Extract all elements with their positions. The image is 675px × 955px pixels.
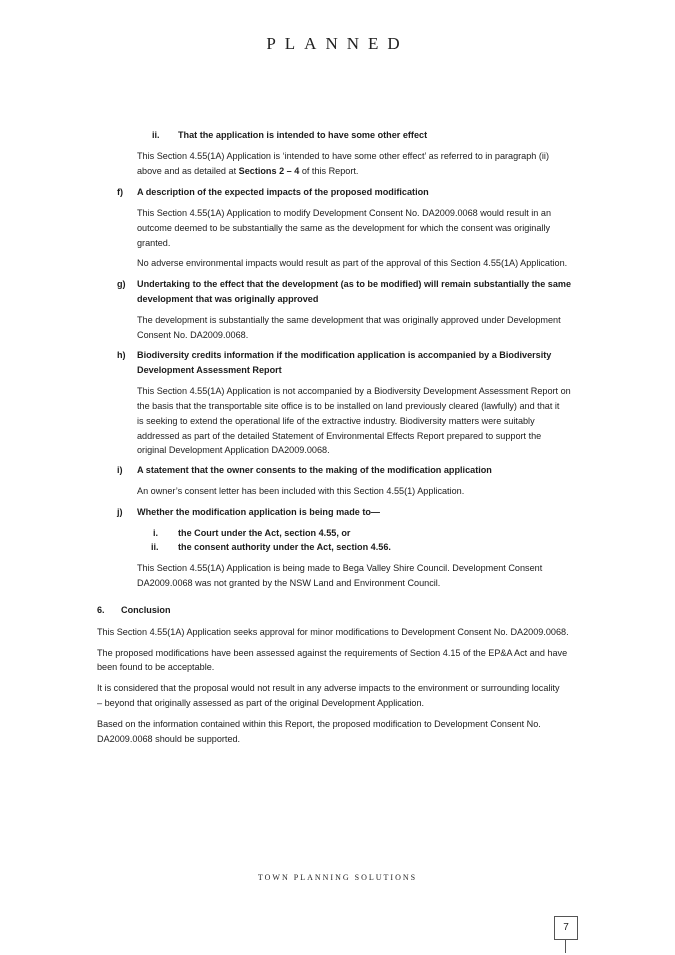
footer-text: TOWN PLANNING SOLUTIONS — [257, 873, 418, 882]
paragraph-line: Based on the information contained within this Report, the proposed modification to Development Consent No. — [97, 719, 541, 729]
section-heading: Whether the modification application is being made to— — [137, 507, 381, 517]
section-heading: Biodiversity credits information if the modification application is accompanied by a Biodiversity — [137, 350, 552, 360]
paragraph-line: is seeking to extend the operational life of the extractive industry. Biodiversity matters were suitably — [137, 416, 535, 426]
paragraph-line: DA2009.0068 should be supported. — [97, 734, 241, 744]
paragraph-line: An owner’s consent letter has been included with this Section 4.55(1) Application. — [137, 486, 465, 496]
section-heading: A statement that the owner consents to the making of the modification application — [137, 465, 492, 475]
paragraph-line: It is considered that the proposal would not result in any adverse impacts to the environment or surrounding locality — [97, 683, 560, 693]
paragraph-line: This Section 4.55(1A) Application is ‘intended to have some other effect’ as referred to in paragraph (ii) — [137, 151, 549, 161]
section-letter: f) — [117, 187, 124, 197]
paragraph-line: – beyond that originally assessed as part of the original Development Application. — [97, 698, 425, 708]
paragraph-line: No adverse environmental impacts would result as part of the approval of this Section 4.55(1A) Application. — [137, 258, 568, 268]
paragraph-line: The proposed modifications have been assessed against the requirements of Section 4.15 of the EP&A Act and have — [97, 648, 568, 658]
paragraph-line: DA2009.0068 was not granted by the NSW Land and Environment Council. — [137, 578, 441, 588]
sublist-number: i. — [153, 528, 159, 538]
sublist-item: the consent authority under the Act, section 4.56. — [178, 542, 391, 552]
section-heading: Development Assessment Report — [137, 365, 282, 375]
paragraph-line: granted. — [137, 238, 171, 248]
paragraph-line: This Section 4.55(1A) Application to modify Development Consent No. DA2009.0068 would result in an — [137, 208, 552, 218]
section-heading: A description of the expected impacts of the proposed modification — [137, 187, 429, 197]
sublist-item: the Court under the Act, section 4.55, or — [178, 528, 351, 538]
page-number-tick — [565, 939, 566, 953]
conclusion-heading: Conclusion — [121, 605, 171, 615]
subitem-heading: That the application is intended to have some other effect — [178, 130, 428, 140]
paragraph-line: outcome deemed to be substantially the same as the development for which the consent was originally — [137, 223, 550, 233]
section-letter: j) — [117, 507, 123, 517]
paragraph-line: addressed as part of the detailed Statement of Environmental Effects Report prepared to support the — [137, 431, 542, 441]
paragraph-line: original Development Application DA2009.0068. — [137, 445, 330, 455]
paragraph-line: the basis that the transportable site office is to be installed on land previously cleared (lawfully) and that it — [137, 401, 560, 411]
section-number: 6. — [97, 605, 105, 615]
paragraph-line: been found to be acceptable. — [97, 662, 215, 672]
paragraph-line: This Section 4.55(1A) Application seeks approval for minor modifications to Development Consent No. DA2009.0068. — [97, 627, 569, 637]
paragraph-line: This Section 4.55(1A) Application is being made to Bega Valley Shire Council. Development Consent — [137, 563, 543, 573]
paragraph-line: This Section 4.55(1A) Application is not accompanied by a Biodiversity Development Assessment Report on — [137, 386, 571, 396]
brand-logo: PLANNED — [266, 34, 409, 53]
page-number: 7 — [554, 916, 578, 940]
paragraph-line: The development is substantially the same development that was originally approved under Development — [137, 315, 561, 325]
section-heading: Undertaking to the effect that the development (as to be modified) will remain substantially the same — [137, 279, 572, 289]
sublist-number: ii. — [151, 542, 159, 552]
section-letter: i) — [117, 465, 123, 475]
section-heading: development that was originally approved — [137, 294, 319, 304]
section-letter: g) — [117, 279, 126, 289]
paragraph-line: Consent No. DA2009.0068. — [137, 330, 249, 340]
subitem-number: ii. — [152, 130, 160, 140]
paragraph-line: above and as detailed at Sections 2 – 4 of this Report. — [137, 166, 359, 176]
section-letter: h) — [117, 350, 126, 360]
